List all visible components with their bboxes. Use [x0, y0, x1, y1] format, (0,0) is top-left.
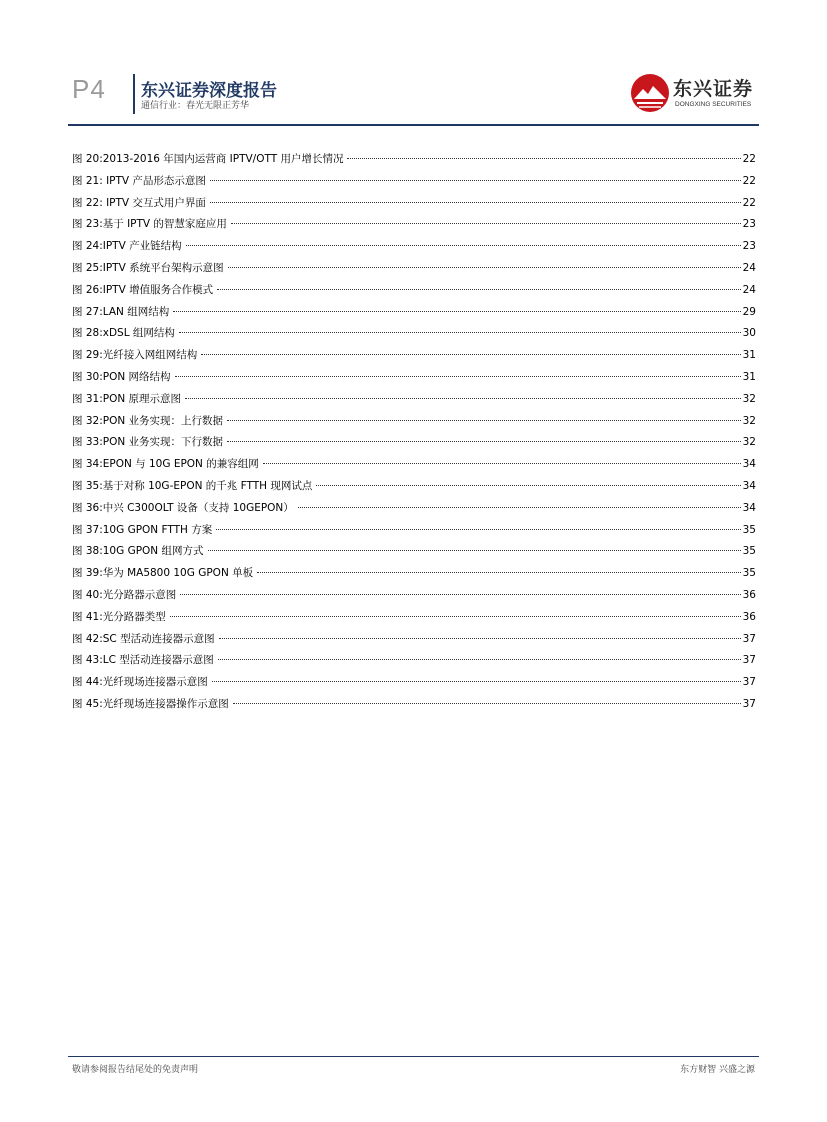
toc-entry[interactable]: [72, 216, 756, 238]
toc-dot-leader: [227, 441, 741, 442]
logo-chinese-name: 东兴证券: [673, 78, 754, 100]
toc-entry-page: 34: [742, 458, 756, 471]
toc-entry[interactable]: [72, 282, 756, 304]
toc-entry-title: 图 39:华为 MA5800 10G GPON 单板: [72, 567, 254, 580]
toc-entry[interactable]: [72, 696, 756, 718]
toc-entry-title: 图 43:LC 型活动连接器示意图: [72, 654, 214, 667]
toc-entry-title: 图 34:EPON 与 10G EPON 的兼容组网: [72, 458, 259, 471]
toc-entry[interactable]: [72, 478, 756, 500]
toc-entry[interactable]: [72, 238, 756, 260]
toc-entry-title: 图 24:IPTV 产业链结构: [72, 240, 182, 253]
toc-dot-leader: [298, 507, 741, 508]
figure-toc: [72, 151, 756, 718]
toc-entry-page: 22: [742, 196, 756, 209]
toc-entry-page: 34: [742, 479, 756, 492]
toc-entry-page: 37: [742, 676, 756, 689]
toc-dot-leader: [216, 529, 740, 530]
logo-mark-icon: [629, 72, 671, 114]
company-logo: [629, 72, 759, 116]
toc-entry[interactable]: [72, 674, 756, 696]
toc-dot-leader: [210, 202, 741, 203]
toc-entry-title: 图 30:PON 网络结构: [72, 370, 171, 383]
toc-entry-title: 图 23:基于 IPTV 的智慧家庭应用: [72, 218, 227, 231]
toc-entry-page: 36: [742, 588, 756, 601]
toc-entry-title: 图 29:光纤接入网组网结构: [72, 349, 198, 362]
toc-entry-title: 图 28:xDSL 组网结构: [72, 327, 175, 340]
toc-entry-page: 23: [742, 218, 756, 231]
toc-dot-leader: [180, 594, 740, 595]
toc-entry-page: 31: [742, 349, 756, 362]
toc-entry-page: 32: [742, 392, 756, 405]
toc-dot-leader: [316, 485, 740, 486]
toc-dot-leader: [186, 245, 741, 246]
toc-entry[interactable]: [72, 652, 756, 674]
toc-entry[interactable]: [72, 631, 756, 653]
toc-entry[interactable]: [72, 456, 756, 478]
toc-entry-title: 图 27:LAN 组网结构: [72, 305, 170, 318]
logo-english-name: DONGXING SECURITIES: [675, 101, 752, 108]
toc-entry-title: 图 31:PON 原理示意图: [72, 392, 182, 405]
toc-dot-leader: [173, 311, 740, 312]
toc-dot-leader: [208, 550, 741, 551]
toc-entry[interactable]: [72, 325, 756, 347]
toc-entry-title: 图 35:基于对称 10G-EPON 的千兆 FTTH 现网试点: [72, 479, 313, 492]
toc-entry-title: 图 32:PON 业务实现：上行数据: [72, 414, 224, 427]
toc-entry-title: 图 40:光分路器示意图: [72, 588, 177, 601]
toc-entry-title: 图 20:2013-2016 年国内运营商 IPTV/OTT 用户增长情况: [72, 153, 344, 165]
toc-dot-leader: [217, 289, 741, 290]
toc-entry-page: 35: [742, 523, 756, 536]
toc-entry-page: 32: [742, 414, 756, 427]
toc-entry-page: 36: [742, 610, 756, 623]
toc-entry-title: 图 26:IPTV 增值服务合作模式: [72, 283, 214, 296]
report-subtitle: 通信行业：春光无限正芳华: [141, 101, 250, 111]
report-title: 东兴证券深度报告: [141, 81, 277, 101]
toc-entry[interactable]: [72, 500, 756, 522]
toc-entry-title: 图 21: IPTV 产品形态示意图: [72, 174, 206, 187]
toc-dot-leader: [185, 398, 741, 399]
toc-dot-leader: [179, 332, 741, 333]
toc-entry[interactable]: [72, 369, 756, 391]
toc-dot-leader: [347, 158, 740, 159]
toc-dot-leader: [170, 616, 741, 617]
toc-entry-page: 22: [742, 174, 756, 187]
toc-entry[interactable]: [72, 609, 756, 631]
toc-entry[interactable]: [72, 413, 756, 435]
toc-entry-page: 37: [742, 654, 756, 667]
toc-dot-leader: [219, 638, 741, 639]
toc-entry-title: 图 25:IPTV 系统平台架构示意图: [72, 261, 224, 274]
toc-entry-page: 35: [742, 567, 756, 580]
toc-dot-leader: [201, 354, 740, 355]
toc-dot-leader: [212, 681, 741, 682]
toc-entry[interactable]: [72, 304, 756, 326]
toc-entry[interactable]: [72, 195, 756, 217]
footer-rule: [68, 1056, 759, 1057]
toc-dot-leader: [227, 420, 741, 421]
footer-slogan: 东方财智 兴盛之源: [680, 1065, 755, 1075]
footer-disclaimer: 敬请参阅报告结尾处的免责声明: [72, 1065, 199, 1075]
toc-entry-page: 37: [742, 632, 756, 645]
page-number: P4: [72, 74, 106, 104]
toc-dot-leader: [175, 376, 741, 377]
toc-dot-leader: [263, 463, 741, 464]
toc-entry-page: 37: [742, 697, 756, 710]
toc-entry-title: 图 44:光纤现场连接器示意图: [72, 676, 208, 689]
toc-entry-title: 图 45:光纤现场连接器操作示意图: [72, 697, 229, 710]
toc-entry-page: 34: [742, 501, 756, 514]
toc-entry[interactable]: [72, 434, 756, 456]
toc-entry-title: 图 36:中兴 C300OLT 设备（支持 10GEPON）: [72, 501, 294, 514]
toc-entry[interactable]: [72, 522, 756, 544]
toc-dot-leader: [218, 659, 741, 660]
toc-entry-page: 32: [742, 436, 756, 449]
toc-entry-title: 图 22: IPTV 交互式用户界面: [72, 196, 206, 209]
toc-entry-page: 24: [742, 261, 756, 274]
toc-entry-page: 22: [742, 153, 756, 165]
toc-entry[interactable]: [72, 587, 756, 609]
toc-entry[interactable]: [72, 543, 756, 565]
toc-entry-page: 31: [742, 370, 756, 383]
toc-entry-title: 图 37:10G GPON FTTH 方案: [72, 523, 213, 536]
toc-entry-title: 图 38:10G GPON 组网方式: [72, 545, 204, 558]
toc-entry-title: 图 33:PON 业务实现：下行数据: [72, 436, 224, 449]
toc-entry-page: 23: [742, 240, 756, 253]
toc-entry[interactable]: [72, 565, 756, 587]
toc-dot-leader: [231, 223, 741, 224]
toc-dot-leader: [210, 180, 741, 181]
toc-entry[interactable]: [72, 173, 756, 195]
header-divider: [133, 74, 135, 114]
toc-entry-page: 30: [742, 327, 756, 340]
toc-entry-page: 29: [742, 305, 756, 318]
toc-dot-leader: [233, 703, 741, 704]
toc-dot-leader: [228, 267, 741, 268]
toc-entry[interactable]: [72, 347, 756, 369]
toc-entry-title: 图 41:光分路器类型: [72, 610, 166, 623]
toc-entry-page: 24: [742, 283, 756, 296]
toc-entry-title: 图 42:SC 型活动连接器示意图: [72, 632, 215, 645]
toc-entry[interactable]: [72, 391, 756, 413]
toc-entry[interactable]: [72, 151, 756, 173]
toc-dot-leader: [257, 572, 740, 573]
toc-entry-page: 35: [742, 545, 756, 558]
header-rule: [68, 124, 759, 126]
toc-entry[interactable]: [72, 260, 756, 282]
